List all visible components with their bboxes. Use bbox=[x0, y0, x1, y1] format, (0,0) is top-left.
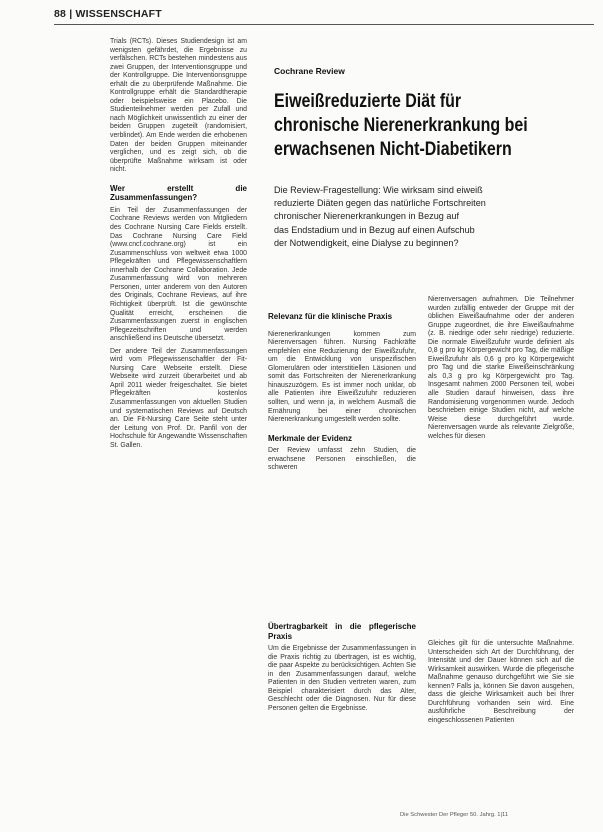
title-line-1: Eiweißreduzierte Diät für bbox=[274, 91, 462, 112]
article-lead bbox=[274, 184, 574, 250]
lead-line-4: das Endstadium und in Bezug auf einen Aufschub bbox=[274, 224, 475, 235]
middle-paragraph-1: Nierenerkrankungen kommen zum Nierenversagen führen. Nursing Fachkräfte empfehlen eine Reduzierung der Eiweißzufuhr, um die Entwicklung von unspezifischen Glomerulären oder interstitiellen Läsionen und somit das Fortschreiten der Nierenerkrankung hinauszuzögern. Es ist immer noch unklar, ob alle Patienten ihre Eiweißzufuhr reduzieren sollten, und wenn ja, in welchem Ausmaß die Ernährung bei einer chronischen Nierenerkrankung umgestellt werden sollte. bbox=[268, 330, 416, 424]
left-heading: Wer erstellt die Zusammenfassungen? bbox=[110, 183, 247, 203]
lead-line-5: der Notwendigkeit, eine Dialyse zu beginnen? bbox=[274, 237, 459, 248]
page-header bbox=[54, 8, 594, 24]
right-paragraph-1: Nierenversagen aufnahmen. Die Teilnehmer wurden zufällig entweder der Gruppe mit der üblichen Eiweißaufnahme oder der anderen Gruppe zugeordnet, die ihre Eiweißaufnahme (z. B. niedrige oder sehr niedrige) reduzierte. Die normale Eiweißzufuhr wurde definiert als 0,8 g pro kg Körpergewicht pro Tag, die mäßige Eiweißzufuhr als 0,6 g pro kg Körpergewicht pro Tag und die starke Eiweißeinschränkung als 0,3 g pro kg Körpergewicht pro Tag. Insgesamt nahmen 2000 Personen teil, wobei alle Studien darauf hinweisen, dass ihre Randomisierung vorgenommen wurde. Jedoch beschrieben einige Studien nicht, auf welche Weise diese durchgeführt wurde. Nierenversagen wurde als relevante Zielgröße, welches für diesen bbox=[428, 296, 574, 440]
article-title bbox=[274, 90, 543, 162]
header-separator: | bbox=[69, 8, 73, 20]
middle-heading-3: Übertragbarkeit in die pflegerische Praxis bbox=[268, 622, 416, 641]
right-paragraph-2: Gleiches gilt für die untersuchte Maßnahme. Unterscheiden sich Art der Durchführung, der Intensität und der Dauer können sich auf die Wirksamkeit auswirken. Wurde die pflegerische Maßnahme genauso durchgeführt wie Sie sie kennen? Falls ja, können Sie davon ausgehen, dass die gleiche Wirksamkeit auch bei Ihrer Durchführung vorhanden sein wird. Eine ausführliche Beschreibung der eingeschlossenen Patienten bbox=[428, 640, 574, 724]
lead-line-2: reduzierte Diäten gegen das natürliche Fortschreiten bbox=[274, 198, 486, 209]
lead-line-3: chronischer Nierenerkrankungen in Bezug auf bbox=[274, 211, 460, 222]
page-number: 88 bbox=[54, 8, 67, 20]
left-paragraph-1: Trials (RCTs). Dieses Studiendesign ist am wenigsten gefährdet, die Ergebnisse zu verfälschen. RCTs bestehen mindestens aus zwei Gruppen, der Interventionsgruppe und der Kontrollgruppe. Die Interventionsgruppe erhält die zu überprüfende Maßnahme. Die Kontrollgruppe erhält die Standardtherapie oder beispielsweise ein Placebo. Die Studienteilnehmer werden per Zufall und nach Möglichkeit unwissentlich zu einer der beiden Gruppen zugeteilt (randomisiert, verblindet). Am Ende werden die erhobenen Daten der beiden Gruppen miteinander verglichen, und es zeigt sich, ob die überprüfte Maßnahme wirksam ist oder nicht. bbox=[110, 38, 247, 174]
middle-heading-1: Relevanz für die klinische Praxis bbox=[268, 312, 393, 321]
left-column bbox=[110, 38, 247, 450]
right-column-lower bbox=[428, 640, 574, 725]
middle-column-lower bbox=[268, 622, 416, 714]
middle-paragraph-2: Der Review umfasst zehn Studien, die erwachsene Personen einschließen, die schweren bbox=[268, 447, 416, 472]
left-paragraph-3: Der andere Teil der Zusammenfassungen wird vom Pflegewissenschaftler der Fit-Nursing Care Webseite erstellt. Diese Webseite wird zurzeit überarbeitet und ab April 2011 wieder freigeschaltet. Sie bietet Pflegekräften kostenlos Zusammenfassungen von aktuellen Studien und systematischen Reviews auf Deutsch an. Die Fit-Nursing Care Seite steht unter der Leitung von Prof. Dr. Panfil von der Hochschule für Angewandte Wissenschaften St. Gallen. bbox=[110, 347, 247, 449]
article-kicker: Cochrane Review bbox=[274, 66, 345, 76]
title-line-3: erwachsenen Nicht-Diabetikern bbox=[274, 139, 512, 160]
middle-paragraph-3: Um die Ergebnisse der Zusammenfassungen in die Praxis richtig zu übertragen, ist es wichtig, die paar Aspekte zu berücksichtigen. Achten Sie in den Zusammenfassungen darauf, welche Patienten in den Studien vertreten waren, zum Beispiel charakterisiert durch das Alter, Geschlecht oder die Diagnosen. Nur für diese Personen gelten die Ergebnisse. bbox=[268, 645, 416, 713]
page-footer: Die Schwester Der Pfleger 50. Jahrg. 1|11 bbox=[400, 812, 509, 818]
section-title: WISSENSCHAFT bbox=[75, 8, 162, 20]
middle-heading-2: Merkmale der Evidenz bbox=[268, 433, 353, 443]
header-divider bbox=[54, 24, 594, 25]
left-paragraph-2: Ein Teil der Zusammenfassungen der Cochrane Reviews werden von Mitgliedern des Cochrane Nursing Care Fields erstellt. Das Cochrane Nursing Care Field (www.cncf.cochrane.org) ist ein Zusammenschluss von weltweit etwa 1000 Pflegekräften und Pflegewissenschaftlern innerhalb der Cochrane Collaboration. Jede Zusammenfassung wird von mehreren Personen, unter anderem von den Autoren des Originals, Cochrane Reviews, auf ihre Richtigkeit überprüft. Ist die gewünschte Qualität erreicht, erscheinen die Zusammenfassungen zuerst in englischen Pflegezeitschriften und werden anschließend ins Deutsche übersetzt. bbox=[110, 206, 247, 343]
lead-line-1: Die Review-Fragestellung: Wie wirksam sind eiweiß bbox=[274, 185, 483, 195]
title-line-2: chronische Nierenerkrankung bei bbox=[274, 115, 528, 136]
right-column bbox=[428, 296, 574, 441]
middle-column bbox=[268, 312, 416, 473]
